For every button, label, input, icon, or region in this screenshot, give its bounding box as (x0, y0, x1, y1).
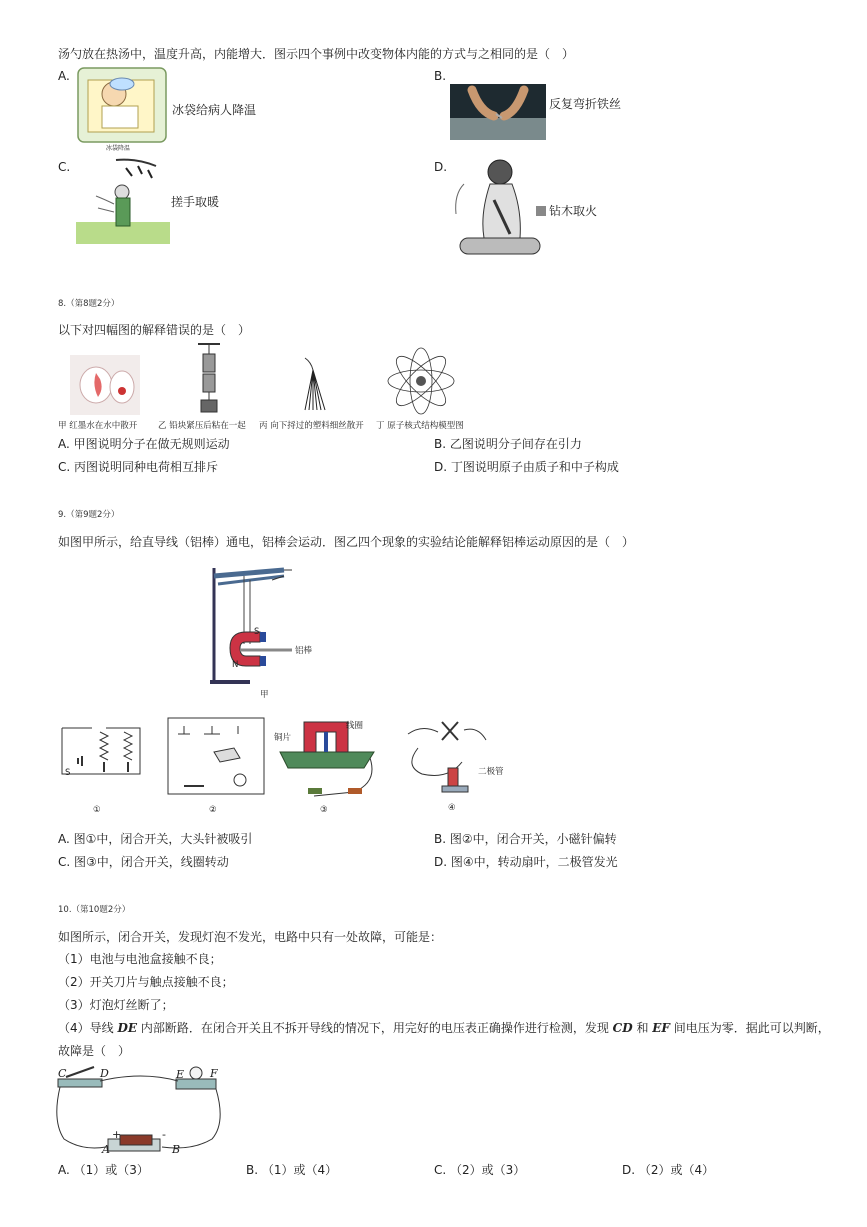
q8-option-c[interactable] (58, 458, 218, 475)
q10-item-2: （2）开关刀片与触点接触不良； (58, 975, 234, 989)
q9-option-b-letter: B. (434, 832, 447, 846)
q10-item-4-part-a: （4）导线 (58, 1021, 118, 1035)
q10-var-ef: EF (652, 1021, 670, 1035)
q10-item-4-part-d: 间电压为零．据此可以判断， (669, 1021, 830, 1035)
q10-stem: 如图所示，闭合开关，发现灯泡不发光，电路中只有一处故障，可能是： (58, 930, 443, 944)
q9-option-a-letter: A. (58, 832, 70, 846)
q10-option-a-letter: A. (58, 1163, 70, 1177)
q9-fig-label-4: ④ (448, 803, 456, 813)
q9-fig-label-1: ① (93, 805, 101, 815)
q10-option-a[interactable] (58, 1161, 149, 1178)
q7-option-b-caption: 反复弯折铁丝 (549, 97, 622, 111)
q10-item-4-part-c: 和 (632, 1021, 653, 1035)
q10-option-c-text: （2）或（3） (450, 1163, 526, 1177)
q10-item-4-end: 故障是（ ） (58, 1044, 131, 1058)
circuit-label-f: F (210, 1067, 218, 1080)
ice-bag-illustration (74, 64, 170, 152)
q8-option-b[interactable] (434, 435, 582, 452)
q8-option-c-letter: C. (58, 460, 71, 474)
q10-item-4-part-b: 内部断路．在闭合开关且不拆开导线的情况下，用完好的电压表正确操作进行检测，发现 (137, 1021, 613, 1035)
q7-option-b-letter: B. (434, 69, 447, 83)
plastic-strands-illustration (295, 352, 331, 414)
circuit-label-minus: - (162, 1128, 166, 1141)
q7-option-d-letter: D. (434, 160, 448, 174)
q9-option-d-letter: D. (434, 855, 448, 869)
q7-option-a-letter: A. (58, 69, 70, 83)
motor-figure-3 (274, 712, 380, 800)
q10-option-a-text: （1）或（3） (73, 1163, 149, 1177)
q10-option-b-letter: B. (246, 1163, 259, 1177)
q10-var-cd: CD (612, 1021, 633, 1035)
q9-fig3-coil-label: 线圈 (346, 721, 364, 731)
q7-option-c-caption: 搓手取暖 (171, 195, 220, 209)
q10-header: 10.（第10题2分） (58, 905, 131, 915)
q9-fig-label-n: N (232, 660, 239, 670)
q8-option-d-text: 丁图说明原子由质子和中子构成 (450, 460, 619, 474)
q10-option-d-text: （2）或（4） (638, 1163, 715, 1177)
electromagnet-figure-1 (56, 718, 156, 782)
q10-item-3: （3）灯泡灯丝断了； (58, 998, 174, 1012)
q9-option-d[interactable] (434, 853, 618, 870)
q10-option-d-letter: D. (622, 1163, 636, 1177)
lead-blocks-illustration (194, 340, 224, 416)
q8-option-b-letter: B. (434, 437, 447, 451)
q10-option-b[interactable] (246, 1161, 337, 1178)
q10-option-c[interactable] (434, 1161, 525, 1178)
q7-option-a-caption: 冰袋给病人降温 (172, 103, 257, 117)
q9-fig3-plate-label: 铜片 (274, 733, 292, 743)
q8-header: 8.（第8题2分） (58, 299, 120, 309)
aluminum-rod-apparatus (200, 558, 340, 688)
q9-fig1-switch-label: S (65, 768, 71, 778)
q9-option-d-text: 图④中，转动扇叶，二极管发光 (450, 855, 618, 869)
q9-fig-label-3: ③ (320, 805, 328, 815)
ice-bag-label: 冰袋降温 (106, 145, 131, 152)
q9-fig-label-rod: 铝棒 (295, 646, 313, 656)
q9-fig-label-jia: 甲 (260, 690, 269, 700)
circuit-label-b: B (172, 1143, 181, 1156)
q10-option-b-text: （1）或（4） (261, 1163, 338, 1177)
rubbing-hands-illustration (76, 156, 170, 244)
q10-option-c-letter: C. (434, 1163, 447, 1177)
q7-option-d-caption: 钻木取火 (549, 204, 598, 218)
q8-fig-caption-bing: 丙 向下捋过的塑料细丝散开 (259, 421, 364, 431)
q8-stem: 以下对四幅图的解释错误的是（ ） (58, 323, 251, 337)
q10-var-de: DE (117, 1021, 138, 1035)
q9-option-b[interactable] (434, 830, 617, 847)
circuit-label-e: E (176, 1068, 185, 1081)
q9-header: 9.（第9题2分） (58, 510, 120, 520)
atom-model-illustration (385, 346, 457, 416)
oersted-figure-2 (164, 712, 268, 798)
drilling-wood-illustration (450, 154, 548, 264)
q8-option-a[interactable] (58, 435, 230, 452)
q9-option-a-text: 图①中，闭合开关，大头针被吸引 (73, 832, 253, 846)
q10-item-1: （1）电池与电池盒接触不良； (58, 952, 222, 966)
q9-option-c-letter: C. (58, 855, 71, 869)
q8-option-d-letter: D. (434, 460, 448, 474)
q8-option-a-text: 甲图说明分子在做无规则运动 (73, 437, 230, 451)
q9-option-c-text: 图③中，闭合开关，线圈转动 (74, 855, 229, 869)
q8-fig-caption-jia: 甲 红墨水在水中散开 (58, 421, 138, 431)
circuit-diagram (52, 1063, 232, 1158)
q8-option-c-text: 丙图说明同种电荷相互排斥 (74, 460, 219, 474)
q9-fig-label-s: S (254, 627, 260, 637)
circuit-label-a: A (102, 1143, 110, 1156)
generator-figure-4 (398, 718, 498, 802)
q8-fig-caption-ding: 丁 原子核式结构模型图 (376, 421, 464, 431)
circuit-label-plus: + (112, 1128, 122, 1141)
q9-fig4-led-label: 二极管 (478, 767, 504, 777)
q9-fig-label-2: ② (209, 805, 217, 815)
q10-item-4 (58, 1020, 830, 1036)
q8-option-a-letter: A. (58, 437, 70, 451)
q8-option-d[interactable] (434, 458, 619, 475)
q8-option-b-text: 乙图说明分子间存在引力 (449, 437, 582, 451)
q10-option-d[interactable] (622, 1161, 714, 1178)
circuit-label-d: D (100, 1067, 109, 1080)
q7-option-c-letter: C. (58, 160, 71, 174)
q8-fig-caption-yi: 乙 铅块紧压后粘在一起 (158, 421, 246, 431)
q7-stem: 汤勺放在热汤中，温度升高，内能增大．图示四个事例中改变物体内能的方式与之相同的是（ ） (58, 47, 575, 61)
circuit-label-c: C (58, 1067, 67, 1080)
q9-option-c[interactable] (58, 853, 229, 870)
q9-option-a[interactable] (58, 830, 252, 847)
q9-option-b-text: 图②中，闭合开关，小磁针偏转 (449, 832, 617, 846)
q9-stem: 如图甲所示，给直导线（铝棒）通电，铝棒会运动．图乙四个现象的实验结论能解释铝棒运动原因的是（ ） (58, 535, 635, 549)
red-ink-diffusion-photo (70, 355, 140, 415)
bending-wire-photo (450, 84, 546, 140)
